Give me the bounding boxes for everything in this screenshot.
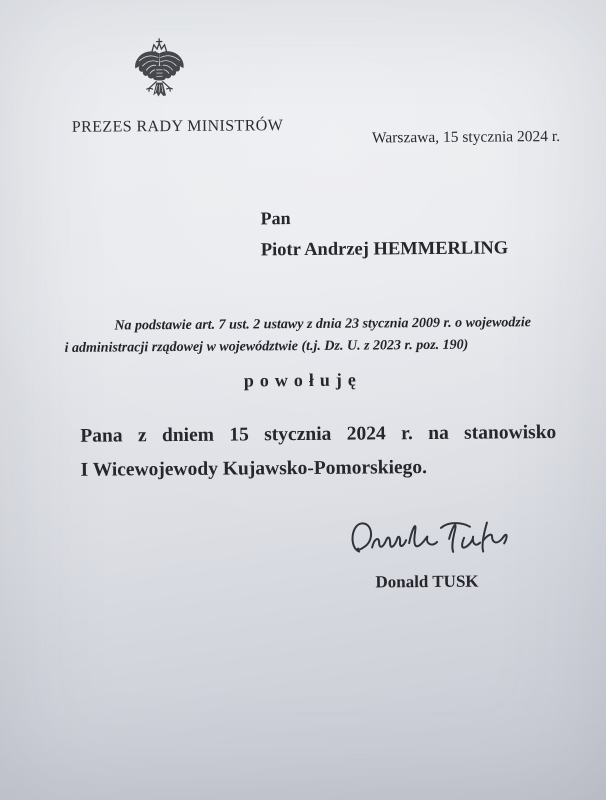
legal-basis <box>64 312 564 360</box>
appointment-body-line2: I Wicewojewody Kujawsko-Pomorskiego. <box>80 457 428 481</box>
handwritten-signature-icon <box>345 510 537 572</box>
addressee-name: Piotr Andrzej HEMMERLING <box>260 238 509 261</box>
addressee-salutation: Pan <box>260 208 291 229</box>
legal-basis-line1: Na podstawie art. 7 ust. 2 ustawy z dnia 23 stycznia 2009 r. o wojewodzie <box>114 315 532 334</box>
signer-printed-name: Donald TUSK <box>375 571 479 592</box>
polish-eagle-emblem-icon <box>127 35 192 114</box>
appointment-body-line1: Pana z dniem 15 stycznia 2024 r. na stanowisko <box>80 422 557 447</box>
legal-basis-line2: i administracji rządowej w województwie (t.j. Dz. U. z 2023 r. poz. 190) <box>64 337 469 356</box>
performative-word: powołuję <box>243 369 362 391</box>
issuing-office-title: PREZES RADY MINISTRÓW <box>71 117 284 136</box>
place-and-date: Warszawa, 15 stycznia 2024 r. <box>371 127 561 147</box>
